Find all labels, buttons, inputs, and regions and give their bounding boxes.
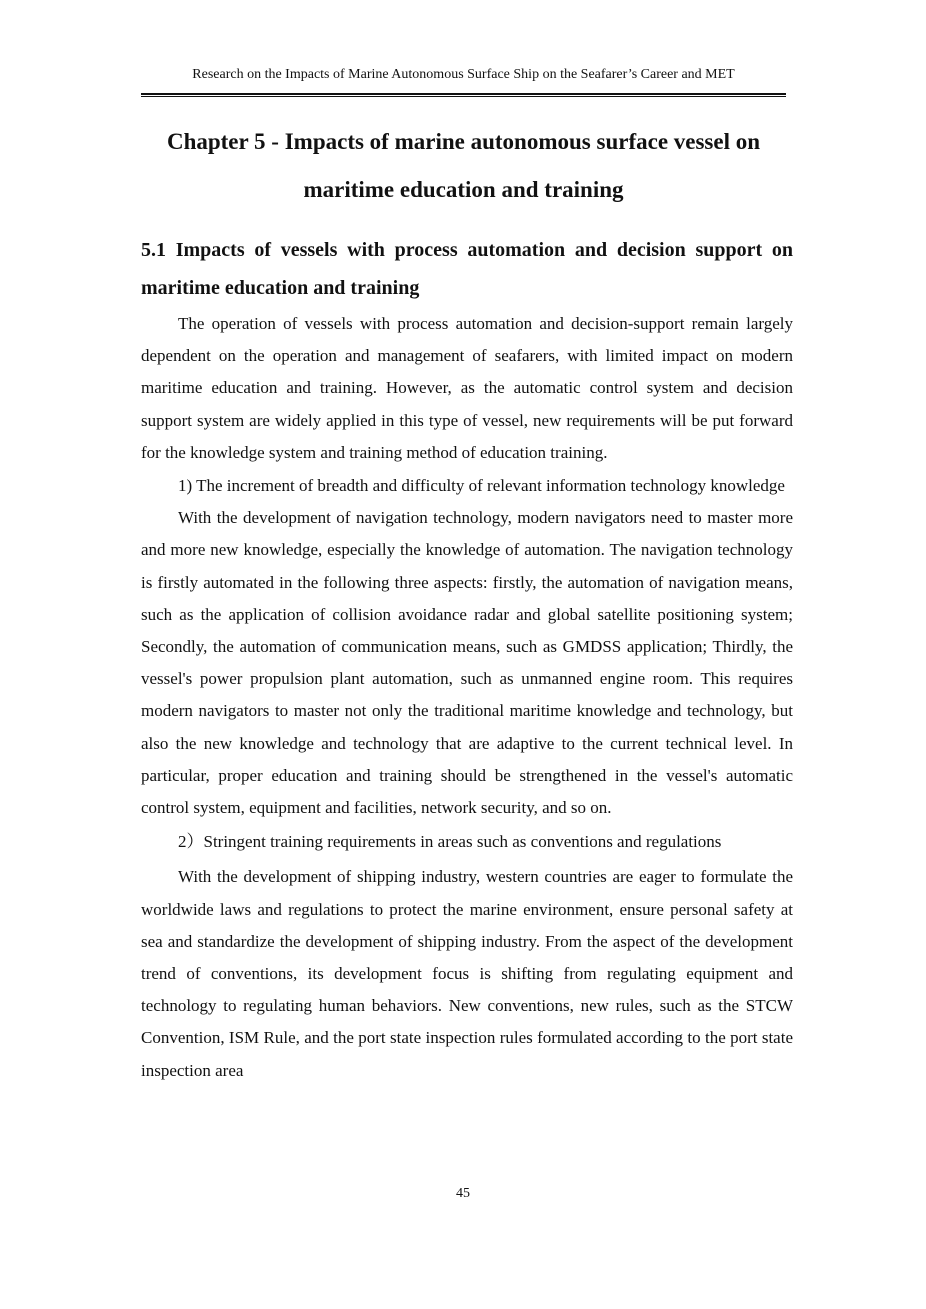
- chapter-title-line-1: Chapter 5 - Impacts of marine autonomous surface vessel on: [166, 129, 761, 154]
- chapter-title-line-2: maritime education and training: [303, 177, 624, 202]
- paragraph-intro: The operation of vessels with process automation and decision-support remain largely dependent on the operation and management of seafarers, with limited impact on modern maritime education and training. However, as the automatic control system and decision support system are widely applied in this type of vessel, new requirements will be put forward for the knowledge system and training method of education training.: [141, 314, 793, 462]
- chapter-title: [141, 118, 786, 214]
- paragraph-conventions: With the development of shipping industry, western countries are eager to formulate the worldwide laws and regulations to protect the marine environment, ensure personal safety at sea and standardize the development of shipping industry. From the aspect of the development trend of conventions, its development focus is shifting from regulating equipment and technology to regulating human behaviors. New conventions, new rules, such as the STCW Convention, ISM Rule, and the port state inspection rules formulated according to the port state inspection area: [141, 867, 793, 1080]
- running-header: Research on the Impacts of Marine Autonomous Surface Ship on the Seafarer’s Career and MET: [192, 67, 735, 82]
- list-item-heading-2: 2）Stringent training requirements in areas such as conventions and regulations: [178, 832, 722, 852]
- body-text: [141, 308, 793, 1087]
- paragraph-automation: With the development of navigation technology, modern navigators need to master more and more new knowledge, especially the knowledge of automation. The navigation technology is firstly automated in the following three aspects: firstly, the automation of navigation means, such as the application of collision avoidance radar and global satellite positioning system; Secondly, the automation of communication means, such as GMDSS application; Thirdly, the vessel's power propulsion plant automation, such as unmanned engine room. This requires modern navigators to master not only the traditional maritime knowledge and technology, but also the new knowledge and technology that are adaptive to the current technical level. In particular, proper education and training should be strengthened in the vessel's automatic control system, equipment and facilities, network security, and so on.: [141, 508, 793, 818]
- list-item-heading-1: 1) The increment of breadth and difficulty of relevant information technology knowledge: [178, 476, 785, 496]
- section-title: 5.1 Impacts of vessels with process automation and decision support on maritime education and training: [141, 239, 793, 299]
- header-rule: [141, 93, 786, 97]
- page-number: 45: [456, 1186, 470, 1201]
